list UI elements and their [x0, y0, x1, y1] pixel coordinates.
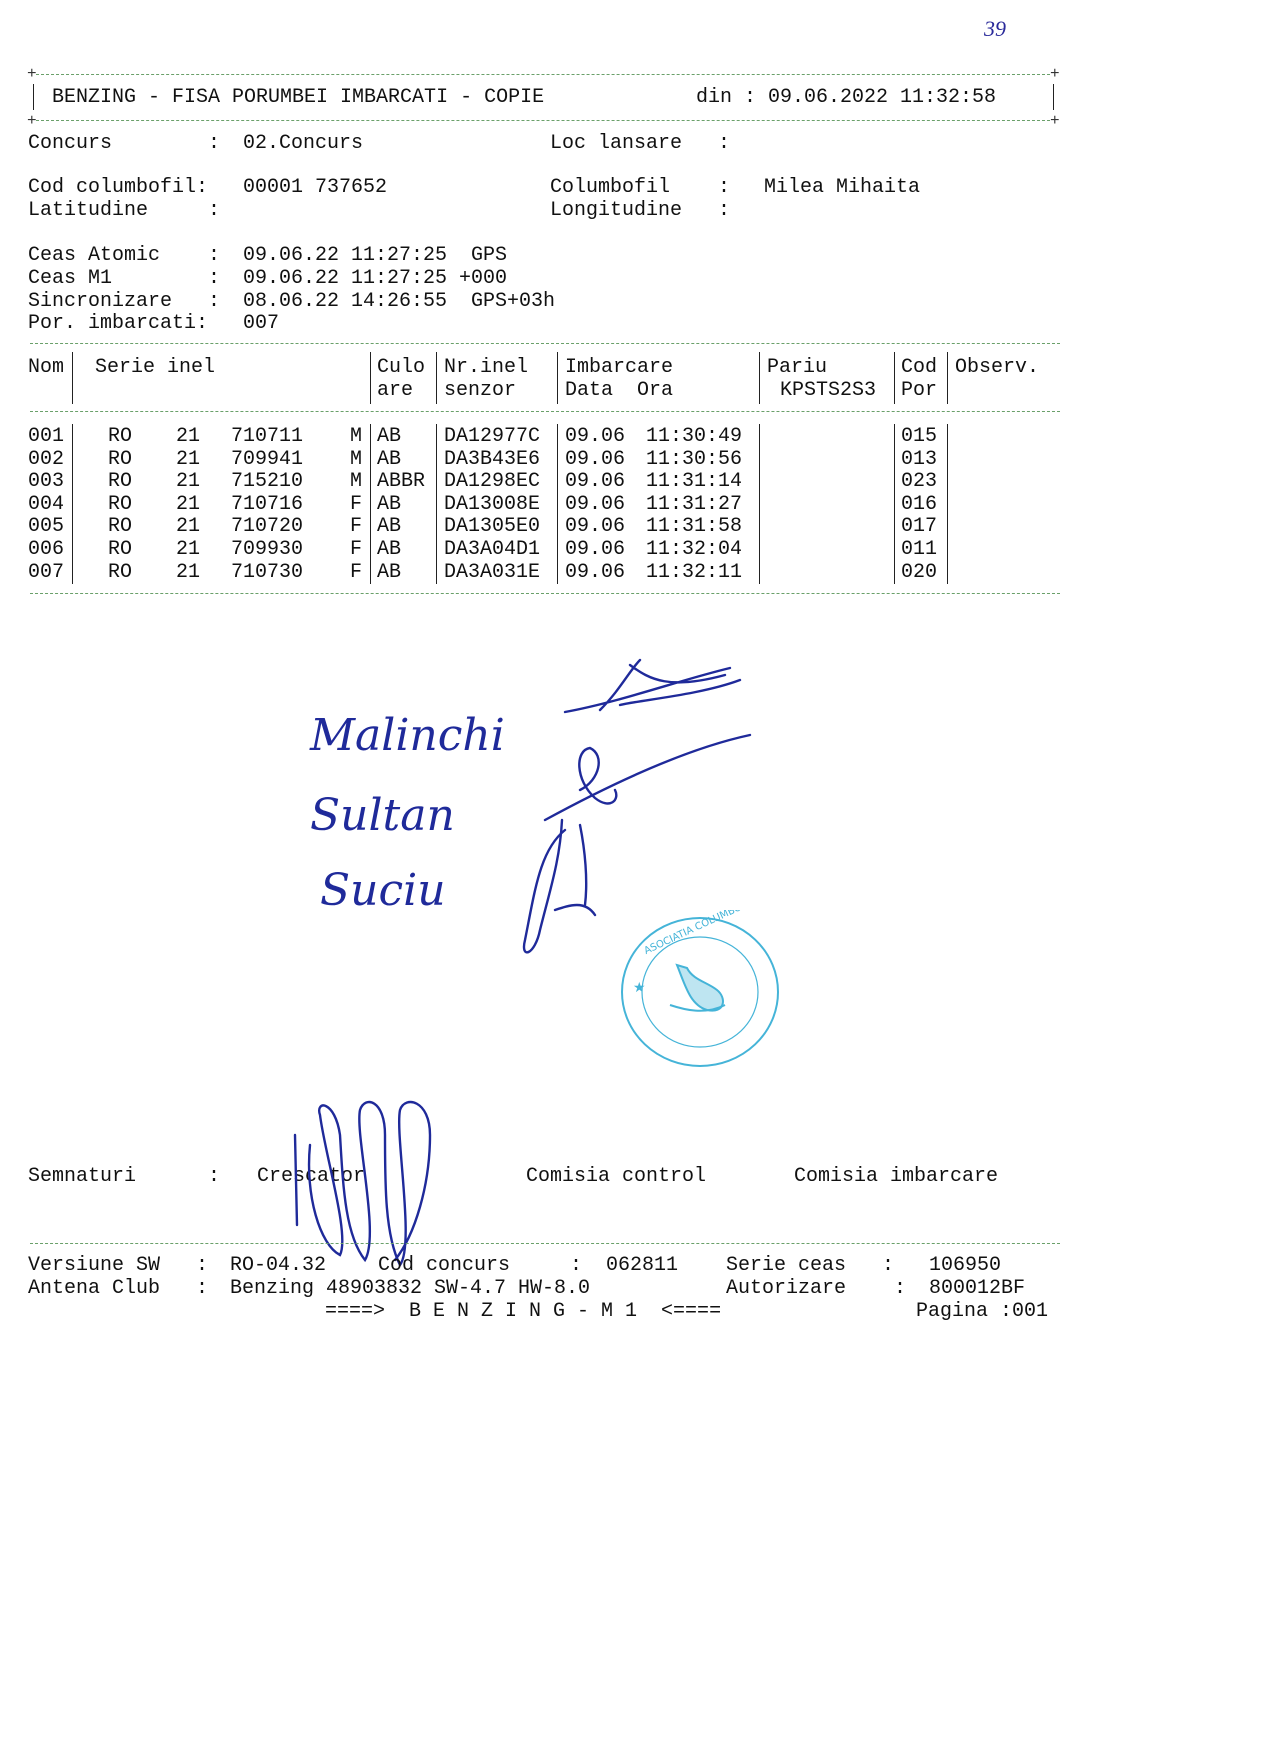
cell-ora: 11:31:27 [646, 493, 743, 516]
col-separator [947, 352, 948, 404]
col-separator [759, 352, 760, 404]
cell-nom: 003 [28, 470, 65, 493]
col-header-imbarcare-1: Imbarcare [565, 356, 674, 379]
cell-ora: 11:32:04 [646, 538, 743, 561]
cell-an: 21 [176, 425, 201, 448]
sincronizare-label: Sincronizare : [28, 290, 221, 313]
cell-cod-por: 023 [901, 470, 938, 493]
cell-an: 21 [176, 515, 201, 538]
loc-lansare-label: Loc lansare : [550, 132, 731, 155]
cell-cod-por: 017 [901, 515, 938, 538]
footer-rule [30, 1243, 1060, 1244]
table-top-rule [30, 343, 1060, 344]
document-title: BENZING - FISA PORUMBEI IMBARCATI - COPIE [52, 86, 545, 109]
autorizare-value: 800012BF [929, 1277, 1026, 1300]
por-imbarcati-label: Por. imbarcati: [28, 312, 209, 335]
cell-culoare: AB [377, 493, 402, 516]
columbofil-label: Columbofil : [550, 176, 731, 199]
cell-sex: M [350, 470, 363, 493]
cell-data: 09.06 [565, 493, 626, 516]
cell-nom: 007 [28, 561, 65, 584]
col-separator [894, 352, 895, 404]
header-top-rule [36, 74, 1050, 75]
cell-cod-por: 011 [901, 538, 938, 561]
cell-tara: RO [108, 561, 133, 584]
col-separator [759, 424, 760, 584]
col-separator [894, 424, 895, 584]
cell-data: 09.06 [565, 561, 626, 584]
comisia-imbarcare-label: Comisia imbarcare [794, 1165, 999, 1188]
col-header-nom: Nom [28, 356, 65, 379]
cell-inel: 710720 [231, 515, 304, 538]
cell-inel: 710730 [231, 561, 304, 584]
corner-plus: + [27, 65, 37, 83]
concurs-label: Concurs : [28, 132, 221, 155]
cell-senzor: DA12977C [444, 425, 541, 448]
cell-cod-por: 016 [901, 493, 938, 516]
association-stamp [615, 910, 785, 1080]
cell-nom: 004 [28, 493, 65, 516]
cell-an: 21 [176, 561, 201, 584]
cell-ora: 11:30:49 [646, 425, 743, 448]
handwritten-name-1: Malinchi [310, 710, 505, 761]
cell-senzor: DA3A04D1 [444, 538, 541, 561]
col-header-imbarcare-2: Data Ora [565, 379, 674, 402]
cell-tara: RO [108, 538, 133, 561]
autorizare-label: Autorizare : [726, 1277, 907, 1300]
col-header-nrinel-2: senzor [444, 379, 517, 402]
document-date: din : 09.06.2022 11:32:58 [696, 86, 997, 109]
cell-ora: 11:31:14 [646, 470, 743, 493]
table-header-rule [30, 411, 1060, 412]
cell-data: 09.06 [565, 470, 626, 493]
cell-senzor: DA3B43E6 [444, 448, 541, 471]
cell-nom: 001 [28, 425, 65, 448]
crescator-label: Crescator [257, 1165, 366, 1188]
cell-inel: 715210 [231, 470, 304, 493]
col-header-pariu-1: Pariu [767, 356, 828, 379]
col-separator [947, 424, 948, 584]
versiune-sw-label: Versiune SW : [28, 1254, 209, 1277]
cell-senzor: DA13008E [444, 493, 541, 516]
semnaturi-label: Semnaturi : [28, 1165, 221, 1188]
cell-ora: 11:30:56 [646, 448, 743, 471]
cell-cod-por: 013 [901, 448, 938, 471]
cell-sex: M [350, 448, 363, 471]
cell-tara: RO [108, 470, 133, 493]
cell-inel: 709941 [231, 448, 304, 471]
cod-columbofil-value: 00001 737652 [243, 176, 388, 199]
concurs-value: 02.Concurs [243, 132, 364, 155]
cell-culoare: AB [377, 515, 402, 538]
cell-culoare: AB [377, 448, 402, 471]
col-separator [72, 352, 73, 404]
cell-an: 21 [176, 493, 201, 516]
ceas-m1-value: 09.06.22 11:27:25 +000 [243, 267, 508, 290]
serie-ceas-value: 106950 [929, 1254, 1002, 1277]
table-bottom-rule [30, 593, 1060, 594]
crescator-signature [285, 1095, 455, 1275]
header-bottom-rule [36, 120, 1050, 121]
stamp-text: ASOCIATIA COLUMBOFILA [642, 910, 764, 957]
cell-an: 21 [176, 538, 201, 561]
ceas-m1-label: Ceas M1 : [28, 267, 221, 290]
cell-inel: 710716 [231, 493, 304, 516]
cell-sex: F [350, 538, 363, 561]
ceas-atomic-value: 09.06.22 11:27:25 GPS [243, 244, 508, 267]
corner-plus: + [1050, 65, 1060, 83]
cell-tara: RO [108, 448, 133, 471]
cell-inel: 709930 [231, 538, 304, 561]
cell-sex: F [350, 561, 363, 584]
col-separator [557, 424, 558, 584]
corner-plus: + [27, 112, 37, 130]
cod-columbofil-label: Cod columbofil: [28, 176, 209, 199]
stamp-star-icon: ★ [633, 980, 646, 996]
cell-nom: 006 [28, 538, 65, 561]
col-header-pariu-2: KPSTS2S3 [780, 379, 877, 402]
cell-data: 09.06 [565, 448, 626, 471]
cell-cod-por: 020 [901, 561, 938, 584]
cell-sex: M [350, 425, 363, 448]
col-header-cod-1: Cod [901, 356, 938, 379]
header-right-bar [1053, 84, 1054, 110]
stamp-seal [615, 910, 785, 1075]
cell-culoare: ABBR [377, 470, 426, 493]
por-imbarcati-value: 007 [243, 312, 280, 335]
col-header-observ: Observ. [955, 356, 1040, 379]
cell-culoare: AB [377, 425, 402, 448]
header-left-bar [33, 84, 34, 110]
comisia-control-label: Comisia control [526, 1165, 707, 1188]
antena-club-value: Benzing 48903832 SW-4.7 HW-8.0 [230, 1277, 591, 1300]
antena-club-label: Antena Club : [28, 1277, 209, 1300]
cell-tara: RO [108, 493, 133, 516]
sincronizare-value: 08.06.22 14:26:55 GPS+03h [243, 290, 556, 313]
handwritten-name-2: Sultan [310, 790, 455, 841]
cod-concurs-value: 062811 [606, 1254, 679, 1277]
cell-tara: RO [108, 515, 133, 538]
col-separator [370, 424, 371, 584]
cell-cod-por: 015 [901, 425, 938, 448]
handwritten-page-number: 39 [984, 16, 1006, 41]
col-header-cod-2: Por [901, 379, 938, 402]
cell-tara: RO [108, 425, 133, 448]
longitudine-label: Longitudine : [550, 199, 731, 222]
cell-sex: F [350, 493, 363, 516]
cell-ora: 11:32:11 [646, 561, 743, 584]
cell-an: 21 [176, 448, 201, 471]
cell-senzor: DA3A031E [444, 561, 541, 584]
cell-senzor: DA1305E0 [444, 515, 541, 538]
col-header-culoare-1: Culo [377, 356, 426, 379]
col-header-culoare-2: are [377, 379, 414, 402]
cell-senzor: DA1298EC [444, 470, 541, 493]
benzing-banner: ====> B E N Z I N G - M 1 <==== [325, 1300, 722, 1323]
col-header-serie-inel: Serie inel [95, 356, 216, 379]
cell-culoare: AB [377, 561, 402, 584]
cell-culoare: AB [377, 538, 402, 561]
cell-data: 09.06 [565, 538, 626, 561]
cell-an: 21 [176, 470, 201, 493]
serie-ceas-label: Serie ceas : [726, 1254, 895, 1277]
col-header-nrinel-1: Nr.inel [444, 356, 529, 379]
col-separator [72, 424, 73, 584]
handwritten-name-3: Suciu [320, 865, 446, 916]
cod-concurs-label: Cod concurs : [378, 1254, 583, 1277]
col-separator [436, 352, 437, 404]
corner-plus: + [1050, 112, 1060, 130]
page-indicator: Pagina :001 [916, 1300, 1049, 1323]
cell-nom: 002 [28, 448, 65, 471]
cell-nom: 005 [28, 515, 65, 538]
cell-sex: F [350, 515, 363, 538]
col-separator [370, 352, 371, 404]
col-separator [436, 424, 437, 584]
latitudine-label: Latitudine : [28, 199, 221, 222]
cell-inel: 710711 [231, 425, 304, 448]
col-separator [557, 352, 558, 404]
columbofil-value: Milea Mihaita [764, 176, 921, 199]
ceas-atomic-label: Ceas Atomic : [28, 244, 221, 267]
cell-ora: 11:31:58 [646, 515, 743, 538]
cell-data: 09.06 [565, 515, 626, 538]
versiune-sw-value: RO-04.32 [230, 1254, 327, 1277]
cell-data: 09.06 [565, 425, 626, 448]
